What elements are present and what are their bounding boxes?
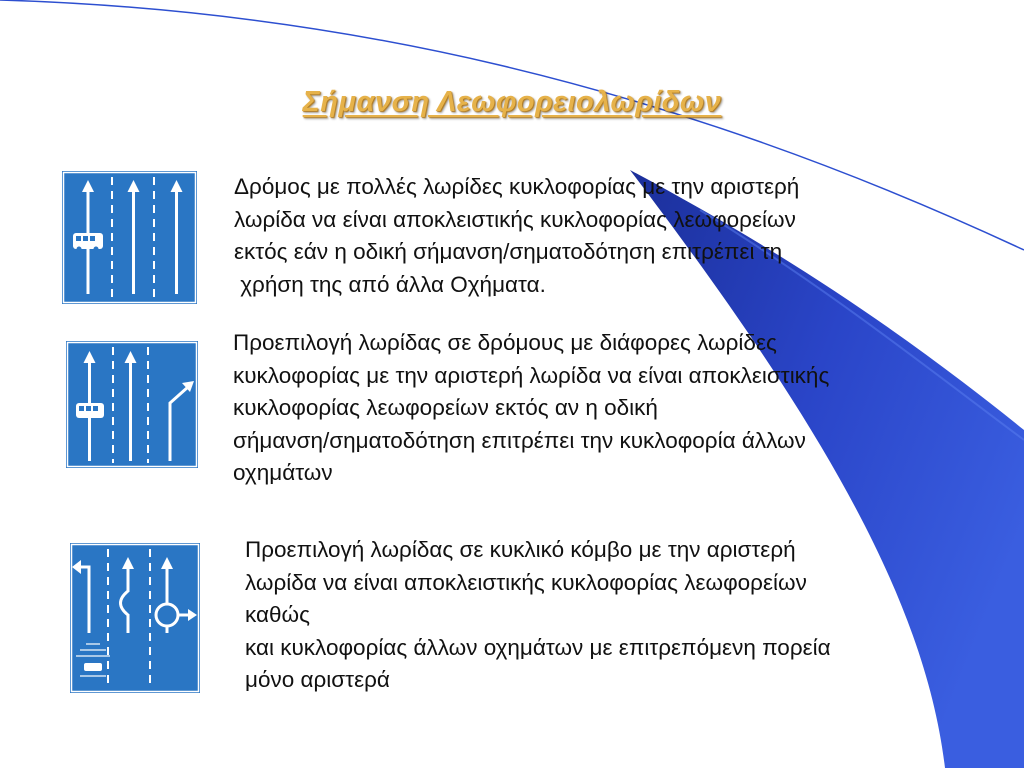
text-line: Δρόμος με πολλές λωρίδες κυκλοφορίας με την αριστερή bbox=[234, 174, 800, 199]
text-line: και κυκλοφορίας άλλων οχημάτων με επιτρεπόμενη πορεία bbox=[245, 634, 831, 660]
text-line: σήμανση/σηματοδότηση επιτρέπει την κυκλοφορία άλλων bbox=[233, 427, 806, 453]
text-line: κυκλοφορίας λεωφορείων εκτός αν η οδική bbox=[233, 395, 658, 420]
description-text-3 bbox=[245, 534, 831, 697]
text-line: λωρίδα να είναι αποκλειστικής κυκλοφορίας λεωφορείων bbox=[234, 206, 796, 232]
description-text-2 bbox=[233, 327, 829, 490]
text-line: Προεπιλογή λωρίδας σε κυκλικό κόμβο με την αριστερή bbox=[245, 537, 796, 562]
text-line: Προεπιλογή λωρίδας σε δρόμους με διάφορες λωρίδες bbox=[233, 330, 777, 355]
text-line: χρήση της από άλλα Οχήματα. bbox=[234, 271, 546, 297]
text-line: καθώς bbox=[245, 602, 310, 627]
bus-lane-preselection-sign-icon bbox=[66, 341, 198, 468]
text-line: οχημάτων bbox=[233, 460, 333, 485]
bus-lane-straight-sign-icon bbox=[62, 171, 197, 304]
text-line: εκτός εάν η οδική σήμανση/σηματοδότηση επιτρέπει τη bbox=[234, 239, 783, 264]
description-text-1 bbox=[234, 171, 799, 301]
text-line: μόνο αριστερά bbox=[245, 667, 390, 692]
page-title: Σήμανση Λεωφορειολωρίδων bbox=[302, 86, 722, 118]
text-line: κυκλοφορίας με την αριστερή λωρίδα να είναι αποκλειστικής bbox=[233, 362, 830, 388]
text-line: λωρίδα να είναι αποκλειστικής κυκλοφορίας λεωφορείων bbox=[245, 569, 807, 595]
bus-lane-roundabout-sign-icon bbox=[70, 543, 200, 693]
